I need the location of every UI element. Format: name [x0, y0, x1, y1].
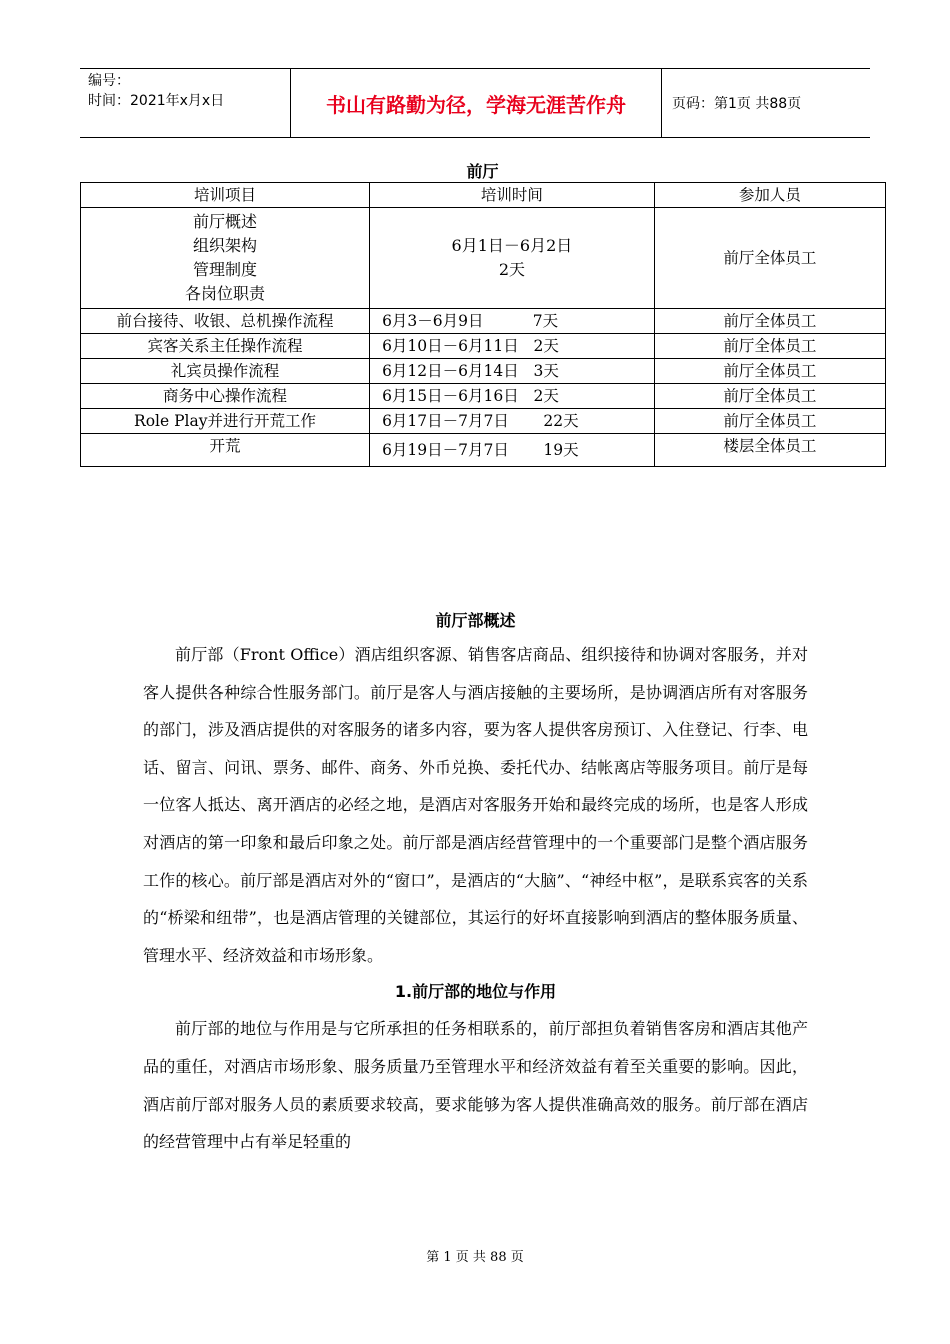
- table-header-row: [81, 183, 886, 208]
- table-cell-time: 6月3－6月9日 7天: [370, 309, 655, 334]
- overview-item: 各岗位职责: [185, 284, 266, 303]
- table-row: [81, 384, 886, 409]
- overview-time-cell: [370, 208, 655, 309]
- article-intro-paragraph: 前厅部（Front Office）酒店组织客源、销售客店商品、组织接待和协调对客服务，并对客人提供各种综合性服务部门。前厅是客人与酒店接触的主要场所，是协调酒店所有对客服务的部门，涉及酒店提供的对客服务的诸多内容，要为客人提供客房预订、入住登记、行李、电话、留言、问讯、票务、邮件、商务、外币兑换、委托代办、结帐离店等服务项目。前厅是每一位客人抵达、离开酒店的必经之地，是酒店对客服务开始和最终完成的场所，也是客人形成对酒店的第一印象和最后印象之处。前厅部是酒店经营管理中的一个重要部门是整个酒店服务工作的核心。前厅部是酒店对外的“窗口”，是酒店的“大脑”、“神经中枢”，是联系宾客的关系的“桥梁和纽带”，也是酒店管理的关键部位，其运行的好坏直接影响到酒店的整体服务质量、管理水平、经济效益和市场形象。: [143, 645, 808, 965]
- table-cell-item: 开荒: [81, 434, 370, 467]
- overview-item: 前厅概述: [193, 212, 258, 231]
- table-cell-item: Role Play并进行开荒工作: [81, 409, 370, 434]
- page-header: [80, 68, 870, 138]
- table-cell-item: 前台接待、收银、总机操作流程: [81, 309, 370, 334]
- table-cell-time: 6月15日－6月16日 2天: [370, 384, 655, 409]
- overview-days: 2天: [498, 260, 526, 279]
- table-row: [81, 359, 886, 384]
- document-number-label: 编号：: [88, 73, 130, 89]
- overview-item: 管理制度: [193, 260, 258, 279]
- page-footer: 第 1 页 共 88 页: [426, 1250, 524, 1265]
- header-meta: [80, 69, 291, 137]
- table-row: [81, 434, 886, 467]
- table-cell-item: 礼宾员操作流程: [81, 359, 370, 384]
- table-cell-time: 6月19日－7月7日 19天: [370, 434, 655, 467]
- section-heading: 1.前厅部的地位与作用: [394, 982, 557, 1002]
- table-cell-item: 宾客关系主任操作流程: [81, 334, 370, 359]
- table-cell-people: 前厅全体员工: [654, 359, 885, 384]
- column-header-people: 参加人员: [654, 183, 885, 208]
- table-cell-people: 前厅全体员工: [654, 334, 885, 359]
- table-cell-people: 前厅全体员工: [654, 384, 885, 409]
- table-cell-time: 6月10日－6月11日 2天: [370, 334, 655, 359]
- column-header-time: 培训时间: [370, 183, 655, 208]
- table-row: [81, 309, 886, 334]
- overview-items-cell: [81, 208, 370, 309]
- table-cell-people: 前厅全体员工: [654, 409, 885, 434]
- table-cell-time: 6月17日－7月7日 22天: [370, 409, 655, 434]
- article: [143, 606, 808, 1161]
- section-paragraph: 前厅部的地位与作用是与它所承担的任务相联系的，前厅部担负着销售客房和酒店其他产品的重任，对酒店市场形象、服务质量乃至管理水平和经济效益有着至关重要的影响。因此，酒店前厅部对服务人员的素质要求较高，要求能够为客人提供准确高效的服务。前厅部在酒店的经营管理中占有举足轻重的: [143, 1019, 808, 1152]
- overview-time: 6月1日－6月2日: [451, 236, 573, 255]
- header-page-info: 页码：第1页 共88页: [672, 96, 802, 112]
- overview-people-cell: 前厅全体员工: [654, 208, 885, 309]
- header-motto: 书山有路勤为径，学海无涯苦作舟: [291, 69, 662, 137]
- column-header-item: 培训项目: [81, 183, 370, 208]
- table-row: [81, 334, 886, 359]
- table-cell-time: 6月12日－6月14日 3天: [370, 359, 655, 384]
- table-title: 前厅: [466, 162, 499, 181]
- table-cell-people: 前厅全体员工: [654, 309, 885, 334]
- table-row: [81, 208, 886, 309]
- table-cell-people: 楼层全体员工: [654, 434, 885, 467]
- article-title: 前厅部概述: [435, 611, 516, 630]
- table-row: [81, 409, 886, 434]
- table-cell-item: 商务中心操作流程: [81, 384, 370, 409]
- overview-item: 组织架构: [193, 236, 258, 255]
- document-date: 时间：2021年x月x日: [88, 93, 225, 109]
- training-schedule-table: [80, 182, 886, 467]
